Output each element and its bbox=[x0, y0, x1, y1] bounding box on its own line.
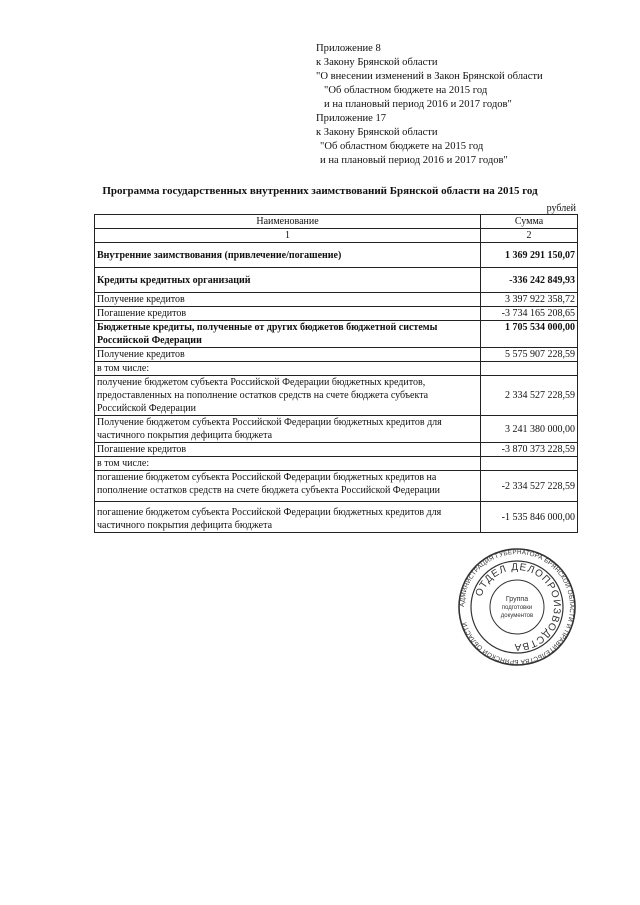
header-line: к Закону Брянской области bbox=[316, 127, 438, 138]
row-sum: 1 705 534 000,00 bbox=[481, 321, 578, 348]
row-name: Получение бюджетом субъекта Российской Федерации бюджетных кредитов для частичного покрытия дефицита бюджета bbox=[95, 416, 481, 443]
table-header-row bbox=[95, 215, 578, 229]
table-row bbox=[95, 416, 578, 443]
stamp-center-line: Группа bbox=[505, 596, 529, 603]
table-row bbox=[95, 457, 578, 471]
header-line: Приложение 8 bbox=[316, 43, 381, 54]
row-name: погашение бюджетом субъекта Российской Федерации бюджетных кредитов на пополнение остатков средств на счете бюджета субъекта Российской Федерации bbox=[95, 471, 481, 502]
row-name: Погашение кредитов bbox=[95, 443, 481, 457]
row-sum: -2 334 527 228,59 bbox=[481, 471, 578, 502]
row-name: в том числе: bbox=[95, 457, 481, 471]
stamp-ring-text: АДМИНИСТРАЦИЯ ГУБЕРНАТОРА БРЯНСКОЙ ОБЛАСТИ И ПРАВИТЕЛЬСТВА БРЯНСКОЙ ОБЛАСТИ bbox=[458, 548, 576, 666]
appendix-header bbox=[316, 42, 616, 168]
row-name: получение бюджетом субъекта Российской Федерации бюджетных кредитов, предоставленных на пополнение остатков средств на счете бюджета субъекта Российской Федерации bbox=[95, 376, 481, 416]
row-sum: -336 242 849,93 bbox=[481, 268, 578, 293]
row-name: Получение кредитов bbox=[95, 293, 481, 307]
row-sum: -1 535 846 000,00 bbox=[481, 502, 578, 533]
table-row bbox=[95, 443, 578, 457]
table-row bbox=[95, 307, 578, 321]
table-row bbox=[95, 243, 578, 268]
table-row bbox=[95, 376, 578, 416]
row-name: Бюджетные кредиты, полученные от других бюджетов бюджетной системы Российской Федерации bbox=[95, 321, 481, 348]
header-line: к Закону Брянской области bbox=[316, 57, 438, 68]
row-sum: 3 397 922 358,72 bbox=[481, 293, 578, 307]
table-row bbox=[95, 502, 578, 533]
row-name: погашение бюджетом субъекта Российской Федерации бюджетных кредитов для частичного покрытия дефицита бюджета bbox=[95, 502, 481, 533]
row-sum: -3 734 165 208,65 bbox=[481, 307, 578, 321]
office-stamp bbox=[457, 547, 577, 667]
table-column-numbers-row bbox=[95, 229, 578, 243]
column-header-sum: Сумма bbox=[481, 215, 578, 229]
stamp-center-line: подготовки bbox=[501, 605, 533, 611]
row-sum: 1 369 291 150,07 bbox=[481, 243, 578, 268]
borrowing-table bbox=[94, 214, 578, 533]
stamp-inner-ring-text: ОТДЕЛ ДЕЛОПРОИЗВОДСТВА bbox=[473, 561, 563, 653]
column-number: 1 bbox=[95, 229, 481, 243]
row-sum: 3 241 380 000,00 bbox=[481, 416, 578, 443]
row-name: Получение кредитов bbox=[95, 348, 481, 362]
row-sum bbox=[481, 457, 578, 471]
header-line: и на плановый период 2016 и 2017 годов" bbox=[320, 155, 508, 166]
header-line: "Об областном бюджете на 2015 год bbox=[320, 141, 484, 152]
table-row bbox=[95, 348, 578, 362]
row-name: Внутренние заимствования (привлечение/погашение) bbox=[95, 243, 481, 268]
stamp-center-line: документов bbox=[500, 613, 534, 619]
header-line: Приложение 17 bbox=[316, 113, 387, 124]
table-row bbox=[95, 268, 578, 293]
row-name: Погашение кредитов bbox=[95, 307, 481, 321]
table-row bbox=[95, 471, 578, 502]
header-line: и на плановый период 2016 и 2017 годов" bbox=[324, 99, 512, 110]
table-row bbox=[95, 321, 578, 348]
row-sum: 2 334 527 228,59 bbox=[481, 376, 578, 416]
header-line: "О внесении изменений в Закон Брянской области bbox=[316, 71, 543, 82]
table-row bbox=[95, 293, 578, 307]
units-label: рублей bbox=[546, 203, 576, 214]
header-line: "Об областном бюджете на 2015 год bbox=[324, 85, 488, 96]
row-name: Кредиты кредитных организаций bbox=[95, 268, 481, 293]
table-row bbox=[95, 362, 578, 376]
column-header-name: Наименование bbox=[95, 215, 481, 229]
column-number: 2 bbox=[481, 229, 578, 243]
row-sum bbox=[481, 362, 578, 376]
page-title: Программа государственных внутренних заимствований Брянской области на 2015 год bbox=[102, 185, 538, 197]
row-name: в том числе: bbox=[95, 362, 481, 376]
row-sum: -3 870 373 228,59 bbox=[481, 443, 578, 457]
row-sum: 5 575 907 228,59 bbox=[481, 348, 578, 362]
